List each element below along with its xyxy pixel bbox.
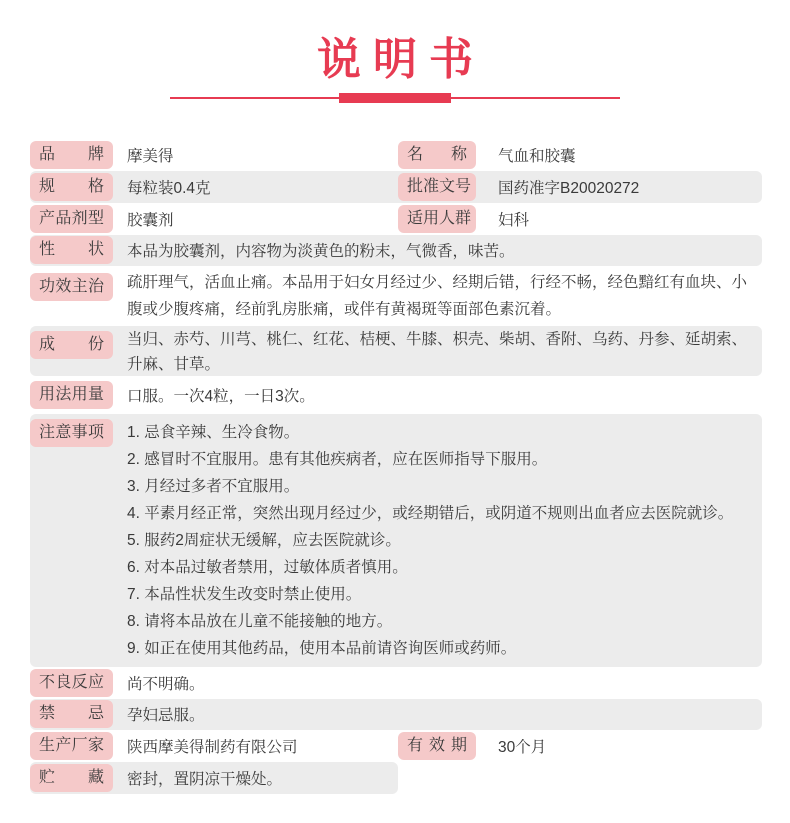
field-precautions-label: 注意事项 bbox=[30, 419, 113, 447]
cell-spec bbox=[30, 173, 398, 201]
cell-brand bbox=[30, 141, 398, 169]
cell-approval-number bbox=[398, 173, 762, 201]
field-storage-value: 密封，置阴凉干燥处。 bbox=[127, 770, 283, 788]
field-indications-value: 疏肝理气，活血止痛。本品用于妇女月经过少、经期后错，行经不畅，经色黯红有血块、小腹或少腹疼痛，经前乳房胀痛，或伴有黄褐斑等面部色素沉着。 bbox=[127, 273, 748, 318]
title-divider bbox=[170, 93, 620, 103]
field-dosage-form-value: 胶囊剂 bbox=[127, 211, 174, 229]
cell-product-name bbox=[398, 141, 762, 169]
field-ingredients-value: 当归、赤芍、川芎、桃仁、红花、桔梗、牛膝、枳壳、柴胡、香附、乌药、丹参、延胡索、升麻、甘草。 bbox=[127, 330, 748, 373]
field-name-value: 气血和胶囊 bbox=[498, 147, 576, 165]
cell-manufacturer bbox=[30, 732, 398, 760]
divider-bar bbox=[339, 93, 451, 103]
field-spec-label: 规格 bbox=[30, 173, 113, 201]
precaution-item: 3. 月经过多者不宜服用。 bbox=[127, 477, 300, 495]
row-adverse-reactions bbox=[30, 667, 762, 699]
precaution-item: 4. 平素月经正常，突然出现月经过少，或经期错后，或阴道不规则出血者应去医院就诊。 bbox=[127, 504, 734, 522]
row-form-group bbox=[30, 203, 762, 235]
field-approval-label: 批准文号 bbox=[398, 173, 476, 201]
precaution-item: 7. 本品性状发生改变时禁止使用。 bbox=[127, 585, 362, 603]
spec-table bbox=[30, 139, 762, 794]
field-adverse-value: 尚不明确。 bbox=[127, 675, 205, 693]
field-brand-label: 品牌 bbox=[30, 141, 113, 169]
field-usage-value: 口服。一次4粒，一日3次。 bbox=[127, 387, 315, 405]
field-indications-label: 功效主治 bbox=[30, 273, 113, 301]
precaution-item: 6. 对本品过敏者禁用，过敏体质者慎用。 bbox=[127, 558, 408, 576]
precautions-list bbox=[127, 418, 733, 662]
precaution-item: 9. 如正在使用其他药品，使用本品前请咨询医师或药师。 bbox=[127, 639, 517, 657]
field-brand-value: 摩美得 bbox=[127, 147, 174, 165]
field-properties-value: 本品为胶囊剂，内容物为淡黄色的粉末，气微香，味苦。 bbox=[127, 243, 515, 261]
precaution-item: 2. 感冒时不宜服用。患有其他疾病者，应在医师指导下服用。 bbox=[127, 450, 548, 468]
field-applicable-label: 适用人群 bbox=[398, 205, 476, 233]
row-storage bbox=[30, 762, 762, 794]
precaution-item: 5. 服药2周症状无缓解，应去医院就诊。 bbox=[127, 531, 401, 549]
field-ingredients-label: 成份 bbox=[30, 331, 113, 359]
precaution-item: 8. 请将本品放在儿童不能接触的地方。 bbox=[127, 612, 393, 630]
field-applicable-value: 妇科 bbox=[498, 211, 530, 229]
leaflet-header bbox=[0, 0, 790, 103]
cell-dosage-form bbox=[30, 205, 398, 233]
row-usage bbox=[30, 376, 762, 414]
row-spec-approval bbox=[30, 171, 762, 203]
row-contraindication bbox=[30, 699, 762, 730]
field-manufacturer-value: 陕西摩美得制药有限公司 bbox=[127, 738, 298, 756]
field-adverse-label: 不良反应 bbox=[30, 669, 113, 697]
field-usage-label: 用法用量 bbox=[30, 381, 113, 409]
row-ingredients bbox=[30, 326, 762, 376]
row-indications bbox=[30, 266, 762, 326]
field-storage-label: 贮藏 bbox=[30, 764, 113, 792]
row-manufacturer-validity bbox=[30, 730, 762, 762]
field-approval-value: 国药准字B20020272 bbox=[498, 179, 640, 197]
row-properties bbox=[30, 235, 762, 266]
field-manufacturer-label: 生产厂家 bbox=[30, 732, 113, 760]
field-name-label: 名称 bbox=[398, 141, 476, 169]
field-validity-label: 有效期 bbox=[398, 732, 476, 760]
cell-validity bbox=[398, 732, 762, 760]
field-validity-value: 30个月 bbox=[498, 738, 547, 756]
field-dosage-form-label: 产品剂型 bbox=[30, 205, 113, 233]
row-brand-name bbox=[30, 139, 762, 171]
page-title: 说明书 bbox=[317, 35, 485, 84]
cell-storage bbox=[30, 762, 398, 794]
field-contraindication-label: 禁忌 bbox=[30, 700, 113, 728]
row-precautions bbox=[30, 414, 762, 667]
field-contraindication-value: 孕妇忌服。 bbox=[127, 707, 205, 725]
field-properties-label: 性状 bbox=[30, 236, 113, 264]
precaution-item: 1. 忌食辛辣、生冷食物。 bbox=[127, 423, 300, 441]
field-spec-value: 每粒装0.4克 bbox=[127, 179, 211, 197]
cell-applicable-group bbox=[398, 205, 762, 233]
